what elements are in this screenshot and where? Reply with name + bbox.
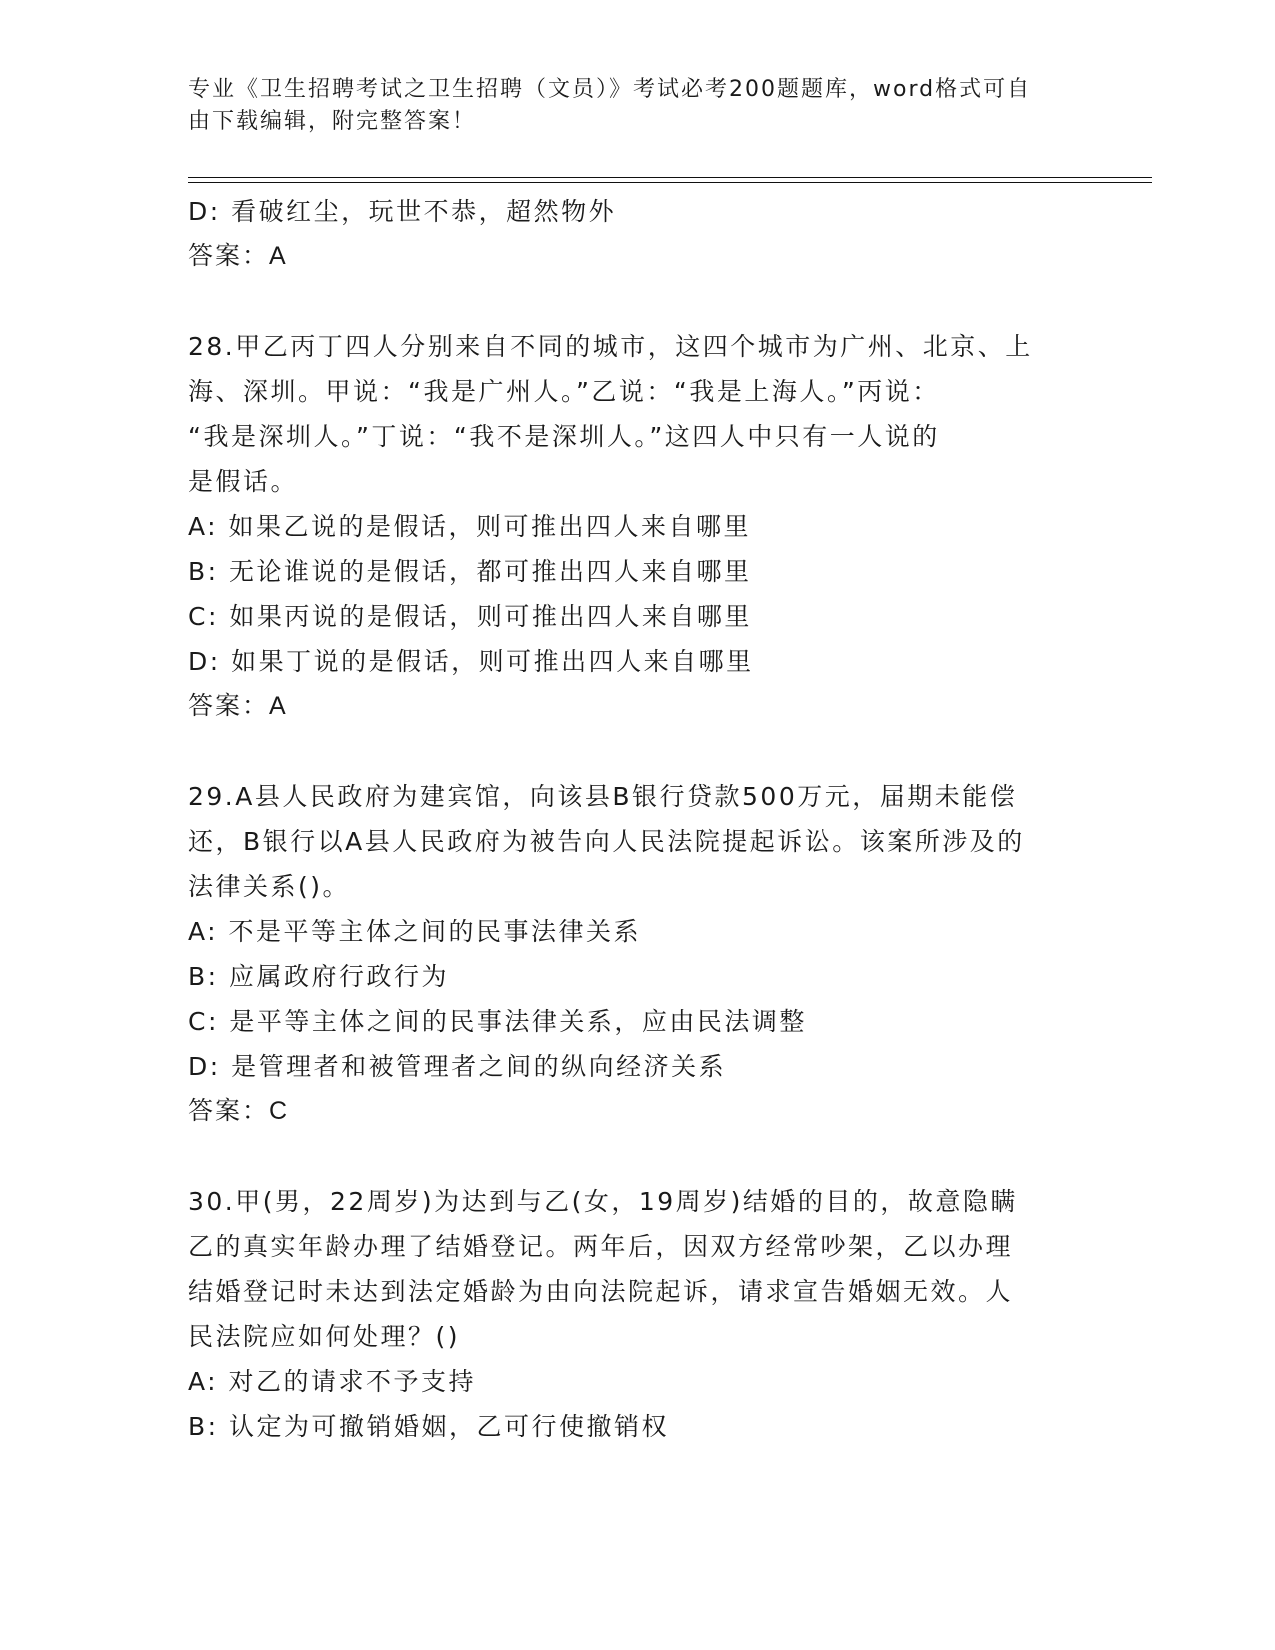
question-block	[188, 324, 1088, 729]
option-d: D: 如果丁说的是假话，则可推出四人来自哪里	[188, 647, 754, 676]
question-text-line: 是假话。	[188, 467, 299, 496]
spacer	[188, 1134, 1088, 1179]
question-block	[188, 1179, 1088, 1449]
header-line-2: 由下载编辑，附完整答案！	[188, 109, 477, 134]
option-b: B: 应属政府行政行为	[188, 962, 450, 991]
option-b: B: 无论谁说的是假话，都可推出四人来自哪里	[188, 557, 752, 586]
option-a: A: 对乙的请求不予支持	[188, 1367, 477, 1396]
question-text-line: 法律关系()。	[188, 872, 351, 901]
document-body	[188, 189, 1088, 1449]
question-text-line: 30.甲(男，22周岁)为达到与乙(女，19周岁)结婚的目的，故意隐瞒	[188, 1187, 1018, 1216]
document-header	[188, 74, 1068, 138]
question-text-line: 结婚登记时未达到法定婚龄为由向法院起诉，请求宣告婚姻无效。人	[188, 1277, 1014, 1306]
option-d: D: 是管理者和被管理者之间的纵向经济关系	[188, 1052, 727, 1081]
answer: 答案：C	[188, 1097, 290, 1125]
question-block	[188, 774, 1088, 1134]
header-rule-bottom	[188, 182, 1152, 183]
header-rule-top	[188, 177, 1152, 178]
question-text-line: 29.A县人民政府为建宾馆，向该县B银行贷款500万元，届期未能偿	[188, 782, 1018, 811]
option-b: B: 认定为可撤销婚姻，乙可行使撤销权	[188, 1412, 670, 1441]
prev-answer: 答案：A	[188, 242, 288, 270]
question-text-line: 28.甲乙丙丁四人分别来自不同的城市，这四个城市为广州、北京、上	[188, 332, 1033, 361]
question-text-line: 海、深圳。甲说：“我是广州人。”乙说：“我是上海人。”丙说：	[188, 377, 940, 406]
question-text-line: “我是深圳人。”丁说：“我不是深圳人。”这四人中只有一人说的	[188, 422, 940, 451]
option-a: A: 如果乙说的是假话，则可推出四人来自哪里	[188, 512, 752, 541]
option-c: C: 是平等主体之间的民事法律关系，应由民法调整	[188, 1007, 807, 1036]
option-a: A: 不是平等主体之间的民事法律关系	[188, 917, 642, 946]
option-c: C: 如果丙说的是假话，则可推出四人来自哪里	[188, 602, 752, 631]
question-text-line: 还，B银行以A县人民政府为被告向人民法院提起诉讼。该案所涉及的	[188, 827, 1025, 856]
question-text-line: 民法院应如何处理？()	[188, 1322, 461, 1351]
spacer	[188, 279, 1088, 324]
question-text-line: 乙的真实年龄办理了结婚登记。两年后，因双方经常吵架，乙以办理	[188, 1232, 1014, 1261]
prev-option-d: D: 看破红尘，玩世不恭，超然物外	[188, 197, 617, 226]
header-line-1: 专业《卫生招聘考试之卫生招聘（文员）》考试必考200题题库，word格式可自	[188, 77, 1032, 102]
spacer	[188, 729, 1088, 774]
answer: 答案：A	[188, 692, 288, 720]
